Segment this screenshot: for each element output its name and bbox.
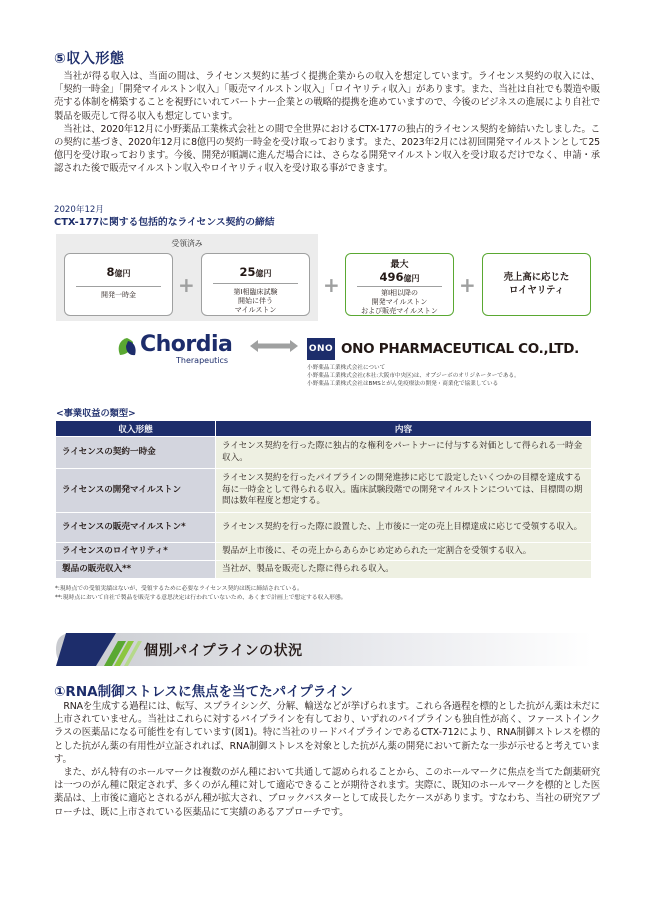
milestone1-desc-line3: マイルストン <box>234 306 277 314</box>
future-milestone-amount: 496 <box>379 270 404 284</box>
pipeline-paragraphs <box>54 700 600 819</box>
received-label: 受領済み <box>171 239 203 248</box>
section-band <box>56 633 592 666</box>
ono-name: ONO PHARMACEUTICAL CO.,LTD. <box>341 341 580 357</box>
revenue-table <box>55 420 592 579</box>
ono-mark-icon: ONO <box>307 338 335 360</box>
upfront-box <box>64 253 173 316</box>
upfront-amount: 8 <box>106 265 115 279</box>
revenue-desc: ライセンス契約を行ったパイプラインの開発進捗に応じて設定したいくつかの目標を達成する毎に一時金として得られる収入。臨床試験段階での開発マイルストンについては、目標間の期間は数年程度と想定する。 <box>216 469 592 513</box>
future-milestone-desc-line3: および販売マイルストン <box>361 307 438 315</box>
table-row <box>56 561 592 579</box>
pipeline-paragraph-1: RNAを生成する過程には、転写、スプライシング、分解、輸送などが挙げられます。これら各過程を標的とした抗がん薬は未だに上市されていません。当社はこれらに対するパイプラインを有しており、いずれのパイプラインも独自性が高く、ファーストインクラスの医薬品になる可能性を有しています(図1)。特に当社のリードパイプラインであるCTX-712により、RNA制御ストレスを標的とした抗がん薬の有用性が立証されれば、RNA制御ストレスを対象とした抗がん薬の開発において新たな一歩が示せると考えています。 <box>54 701 600 765</box>
revenue-type: ライセンスのロイヤリティ* <box>56 543 216 561</box>
contract-date: 2020年12月 <box>54 205 104 215</box>
milestone1-desc-line1: 第Ⅰ相臨床試験 <box>233 288 278 296</box>
table-row <box>56 513 592 543</box>
plus-icon: + <box>459 273 476 297</box>
chordia-tagline: Therapeutics <box>176 356 229 365</box>
revenue-type: ライセンスの契約一時金 <box>56 437 216 469</box>
milestone1-box <box>201 253 310 316</box>
revenue-type: ライセンスの販売マイルストン* <box>56 513 216 543</box>
pipeline-section-title: 個別パイプラインの状況 <box>144 643 303 659</box>
ono-note-3: 小野薬品工業株式会社はBMSとがん免疫療法の開発・商業化で協業している <box>307 381 499 387</box>
future-milestone-desc-line2: 開発マイルストン <box>371 298 428 306</box>
upfront-desc: 開発一時金 <box>101 291 136 299</box>
royalty-line1: 売上高に応じた <box>503 272 570 283</box>
future-milestone-desc-line1: 第Ⅰ相以降の <box>380 289 419 297</box>
revenue-paragraph-1: 当社が得る収入は、当面の間は、ライセンス契約に基づく提携企業からの収入を想定しています。ライセンス契約の収入には、「契約一時金」「開発マイルストン収入」「販売マイルストン収入」「ロイヤリティ収入」があります。また、当社は自社でも製造や販売する体制を構築することを視野にいれてパートナー企業との戦略的提携を進めていますので、今後のビジネスの進展により自社で製品を販売して得る収入も想定しています。 <box>54 71 600 122</box>
table-row <box>56 437 592 469</box>
royalty-line2: ロイヤリティ <box>508 285 565 296</box>
revenue-desc: 製品が上市後に、その売上からあらかじめ定められた一定割合を受領する収入。 <box>216 543 592 561</box>
chordia-name: Chordia <box>140 332 233 357</box>
table-footnote-2: **:現時点において自社で製品を販売する意思決定は行われていないため、あくまで計画上で想定する収入形態。 <box>55 595 347 601</box>
section-title-revenue: ⑤収入形態 <box>54 51 125 67</box>
upfront-unit: 億円 <box>114 269 131 278</box>
milestone1-unit: 億円 <box>255 269 272 278</box>
future-milestone-prefix: 最大 <box>390 260 409 270</box>
pipeline-paragraph-2: また、がん特有のホールマークは複数のがん種において共通して認められることから、このホールマークに焦点を当てた創薬研究は一つのがん種に限定されず、多くのがん種に対して適応できることが期待されます。実際に、既知のホールマークを標的とした医薬品は、上市後に適応とされるがん種が拡大され、ブロックバスターとして成長したケースがあります。すなわち、当社の研究アプローチは、既に上市されている医薬品にて実績のあるアプローチです。 <box>54 767 600 818</box>
plus-icon: + <box>178 273 195 297</box>
table-footnote-1: *:現時点での受領実績はないが、受領するために必要なライセンス契約は既に締結されている。 <box>55 586 303 592</box>
milestone1-amount: 25 <box>239 265 256 279</box>
revenue-paragraph-2: 当社は、2020年12月に小野薬品工業株式会社との間で全世界におけるCTX-177の独占的ライセンス契約を締結いたしました。この契約に基づき、2020年12月に8億円の契約一時金を受け取っております。また、2023年2月には初回開発マイルストンとして25億円を受け取っております。今後、開発が順調に進んだ場合には、さらなる開発マイルストン収入を受け取るだけでなく、申請・承認された後で販売マイルストン収入やロイヤリティ収入を受け取る事ができます。 <box>54 123 600 175</box>
milestone1-desc-line2: 開始に伴う <box>238 297 273 305</box>
revenue-type: ライセンスの開発マイルストン <box>56 469 216 513</box>
ono-note-2: 小野薬品工業株式会社(本社:大阪市中央区)は、オプジーボのオリジネーターである。 <box>307 373 520 379</box>
table-row <box>56 543 592 561</box>
revenue-table-title: <事業収益の類型> <box>56 408 136 419</box>
revenue-desc: ライセンス契約を行った際に独占的な権利をパートナーに付与する対価として得られる一時金収入。 <box>216 437 592 469</box>
ono-notes <box>307 364 520 388</box>
chordia-leaf-icon <box>116 336 138 358</box>
revenue-paragraphs <box>54 70 600 176</box>
revenue-type: 製品の販売収入** <box>56 561 216 579</box>
diagram-title: CTX-177に関する包括的なライセンス契約の締結 <box>54 217 275 228</box>
future-milestone-box <box>345 253 454 316</box>
royalty-box <box>482 253 591 316</box>
table-row <box>56 469 592 513</box>
ono-note-1: 小野薬品工業株式会社について <box>307 365 386 371</box>
plus-icon: + <box>323 273 340 297</box>
revenue-desc: ライセンス契約を行った際に設置した、上市後に一定の売上目標達成に応じて受領する収入。 <box>216 513 592 543</box>
revenue-desc: 当社が、製品を販売した際に得られる収入。 <box>216 561 592 579</box>
pipeline-subtitle: ①RNA制御ストレスに焦点を当てたパイプライン <box>54 684 353 700</box>
table-header: 収入形態 <box>56 421 216 437</box>
table-header: 内容 <box>216 421 592 437</box>
future-milestone-unit: 億円 <box>403 274 420 283</box>
double-arrow-icon <box>250 340 298 352</box>
